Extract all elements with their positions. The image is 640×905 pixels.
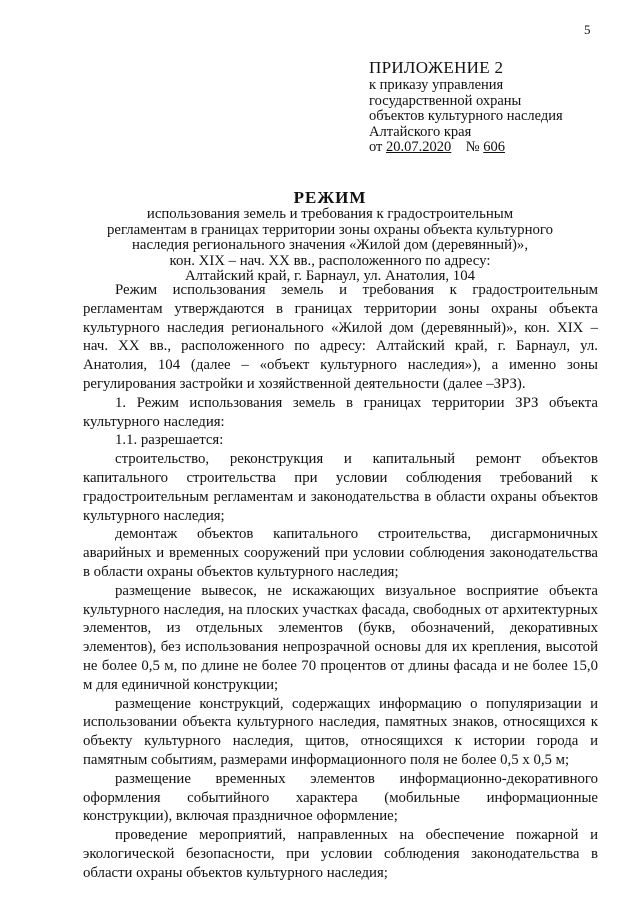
appendix-title: ПРИЛОЖЕНИЕ 2 <box>369 58 504 77</box>
intro-paragraph: Режим использования земель и требования к градостроительным регламентам утверждаются в границах территории зоны охраны объекта культурного наследия регионального «Жилой дом (деревянный)», кон. XIX – нач. XX вв., расположенного по адресу: Алтайский край, г. Барнаул, ул. Анатолия, 104 (далее – «объект культурного наследия»), а именно зоны регулирования застройки и хозяйственной деятельности (далее –ЗРЗ). <box>83 282 598 392</box>
title-sub-line: регламентам в границах территории зоны охраны объекта культурного <box>107 221 553 238</box>
list-item: проведение мероприятий, направленных на обеспечение пожарной и экологической безопасности, при условии соблюдения законодательства в области охраны объектов культурного наследия; <box>83 827 598 881</box>
title-sub-line: наследия регионального значения «Жилой дом (деревянный)», <box>131 237 529 254</box>
list-item: размещение конструкций, содержащих информацию о популяризации и использовании объекта культурного наследия, памятных знаков, относящихся к объекту культурного наследия, щитов, относящихся к истории города и памятным событиям, размерами информационного поля не более 0,5 х 0,5 м; <box>83 695 598 768</box>
list-item: строительство, реконструкция и капитальный ремонт объектов капитального строительства при условии соблюдения требований к градостроительным регламентам и законодательства в области охраны объектов культурного наследия; <box>83 451 598 524</box>
document-body <box>83 281 598 883</box>
list-item: размещение временных элементов информационно-декоративного оформления событийного характера (мобильные информационные конструкции), включая праздничное оформление; <box>83 770 598 825</box>
order-date: 20.07.2020 <box>386 139 452 155</box>
title-sub-line: Алтайский край, г. Барнаул, ул. Анатолия, 104 <box>185 268 475 285</box>
appendix-date-line <box>369 140 619 156</box>
number-prefix: № <box>465 139 484 155</box>
page-number: 5 <box>584 22 591 37</box>
document-title <box>70 188 590 285</box>
list-item: размещение вывесок, не искажающих визуальное восприятие объекта культурного наследия, на плоских участках фасада, свободных от архитектурных элементов, из отдельных элементов (букв, обозначений, декоративных элементов), без использования непрозрачной основы для их крепления, высотой не более 0,5 м, по длине не более 70 процентов от длины фасада и не более 15,0 м для единичной конструкции; <box>83 582 598 693</box>
date-prefix: от <box>369 139 387 155</box>
appendix-line: Алтайского края <box>369 123 472 140</box>
title-sub-line: кон. XIX – нач. XX вв., расположенного по адресу: <box>169 252 491 269</box>
appendix-line: государственной охраны <box>369 92 522 109</box>
order-number: 606 <box>483 139 505 155</box>
list-item: демонтаж объектов капитального строительства, дисгармоничных аварийных и временных сооружений при условии соблюдения законодательства в области охраны объектов культурного наследия; <box>83 526 598 580</box>
section-heading: 1. Режим использования земель в границах территории ЗРЗ объекта культурного наследия: <box>83 394 598 430</box>
appendix-block <box>369 58 619 156</box>
title-sub-line: использования земель и требования к градостроительным <box>146 206 514 222</box>
title-main: РЕЖИМ <box>293 188 367 207</box>
appendix-line: к приказу управления <box>369 77 504 93</box>
appendix-line: объектов культурного наследия <box>369 108 563 124</box>
subsection-heading: 1.1. разрешается: <box>115 432 224 449</box>
